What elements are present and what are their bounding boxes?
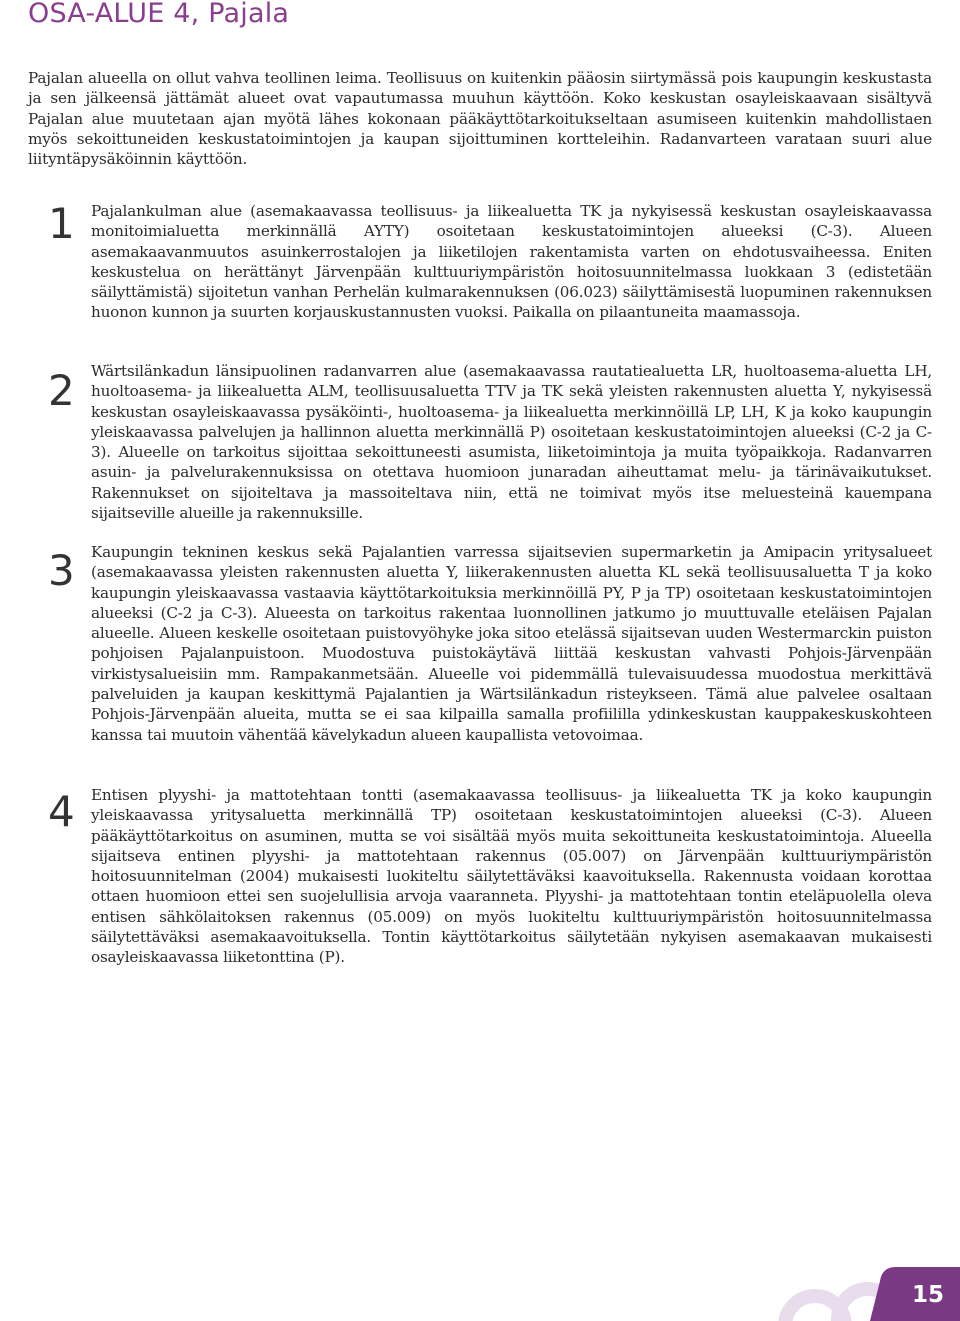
section-1 — [28, 201, 932, 323]
section-text: Kaupungin tekninen keskus sekä Pajalantien varressa sijaitsevien supermarketin ja Amipacin yritysalueet (asemakaavassa yleisten rakennusten aluetta Y, liikerakennusten aluetta KL sekä teollisuusaluetta T ja koko kaupungin yleiskaavassa vastaavia käyttötarkoituksia merkinnöillä PY, P ja TP) osoitetaan keskustatoimintojen alueeksi (C-2 ja C-3). Alueesta on tarkoitus rakentaa luonnollinen jatkumo jo muuttuvalle eteläisen Pajalan alueelle. Alueen keskelle osoitetaan puistovyöhyke joka sitoo etelässä sijaitsevan uuden Westermarckin puiston pohjoisen Pajalanpuistoon. Muodostuva puistokäytävä liittää keskustan vahvasti Pohjois-Järvenpään virkistysalueisiin mm. Rampakanmetsään. Alueelle voi pidemmällä tulevaisuudessa muodostua merkittävä palveluiden ja kaupan keskittymä Pajalantien ja Wärtsilänkadun risteykseen. Tämä alue palvelee osaltaan Pohjois-Järvenpään alueita, mutta se ei saa kilpailla samalla profiililla ydinkeskustan kauppakeskuskohteen kanssa tai muutoin vähentää kävelykadun alueen kaupallista vetovoimaa. — [91, 543, 932, 744]
section-number: 3 — [48, 546, 75, 595]
intro-paragraph: Pajalan alueella on ollut vahva teollinen leima. Teollisuus on kuitenkin pääosin siirtymässä pois kaupungin keskustasta ja sen jälkeensä jättämät alueet ovat vapautumassa muuhun käyttöön. Koko keskustan osayleiskaavaan sisältyvä Pajalan alue muutetaan ajan myötä lähes kokonaan pääkäyttötarkoitukseltaan asumiseen kuitenkin mahdollistaen myös sekoittuneiden keskustatoimintojen ja kaupan sijoittuminen kortteleihin. Radanvarteen varataan suuri alue liityntäpysäköinnin käyttöön. — [28, 69, 932, 169]
section-text: Entisen plyyshi- ja mattotehtaan tontti (asemakaavassa teollisuus- ja liikealuetta TK ja koko kaupungin yleiskaavassa yritysaluetta merkinnällä TP) osoitetaan keskustatoimintojen alueeksi (C-3). Alueen pääkäyttötarkoitus on asuminen, mutta se voi sisältää myös muita sekoittuneita keskustatoimintoja. Alueella sijaitseva entinen plyyshi- ja mattotehtaan rakennus (05.007) on Järvenpään kulttuuriympäristön hoitosuunnitelman (2004) mukaisesti luokiteltu säilytettäväksi kaavoituksella. Rakennusta voidaan korottaa ottaen huomioon ettei sen suojelullisia arvoja vaaranneta. Plyyshi- ja mattotehtaan tontin eteläpuolella oleva entisen sähkölaitoksen rakennus (05.009) on myös luokiteltu kulttuuriympäristön hoitosuunnitelmassa säilytettäväksi asemakaavoituksella. Tontin käyttötarkoitus säilytetään nykyisen asemakaavan mukaisesti osayleiskaavassa liiketonttina (P). — [91, 786, 932, 967]
section-number: 4 — [48, 787, 75, 836]
page-number: 15 — [911, 1282, 944, 1308]
section-4 — [28, 785, 932, 968]
section-number: 1 — [48, 199, 75, 248]
section-text: Wärtsilänkadun länsipuolinen radanvarren alue (asemakaavassa rautatiealuetta LR, huoltoasema-aluetta LH, huoltoasema- ja liikealuetta ALM, teollisuusaluetta TTV ja TK sekä yleisten rakennusten aluetta Y, nykyisessä keskustan osayleiskaavassa pysäköinti-, huoltoasema- ja liikealuetta merkinnöillä LP, LH, K ja koko kaupungin yleiskaavassa palvelujen ja hallinnon aluetta merkinnällä P) osoitetaan keskustatoimintojen alueeksi (C-2 ja C-3). Alueelle on tarkoitus sijoittaa sekoittuneesti asumista, liiketoimintoja ja muita työpaikkoja. Radanvarren asuin- ja palvelurakennuksissa on otettava huomioon junaradan aiheuttamat melu- ja tärinävaikutukset. Rakennukset on sijoiteltava ja massoiteltava niin, että ne toimivat myös itse meluesteinä kauempana sijaitseville alueille ja rakennuksille. — [91, 362, 932, 523]
section-number: 2 — [48, 366, 75, 415]
section-2 — [28, 361, 932, 523]
corner-decoration — [720, 1231, 960, 1321]
section-3 — [28, 542, 932, 745]
section-text: Pajalankulman alue (asemakaavassa teollisuus- ja liikealuetta TK ja nykyisessä keskustan osayleiskaavassa monitoimialuetta merkinnällä AYTY) osoitetaan keskustatoimintojen alueeksi (C-3). Alueen asemakaavanmuutos asuinkerrostalojen ja liiketilojen rakentamista varten on ehdotusvaiheessa. Eniten keskustelua on herättänyt Järvenpään kulttuuriympäristön hoitosuunnitelmassa luokkaan 3 (edistetään säilyttämistä) sijoitetun vanhan Perhelän kulmarakennuksen (06.023) säilyttämisestä luopuminen rakennuksen huonon kunnon ja suurten korjauskustannusten vuoksi. Paikalla on pilaantuneita maamassoja. — [91, 202, 932, 322]
page-title: OSA-ALUE 4, Pajala — [28, 0, 290, 29]
